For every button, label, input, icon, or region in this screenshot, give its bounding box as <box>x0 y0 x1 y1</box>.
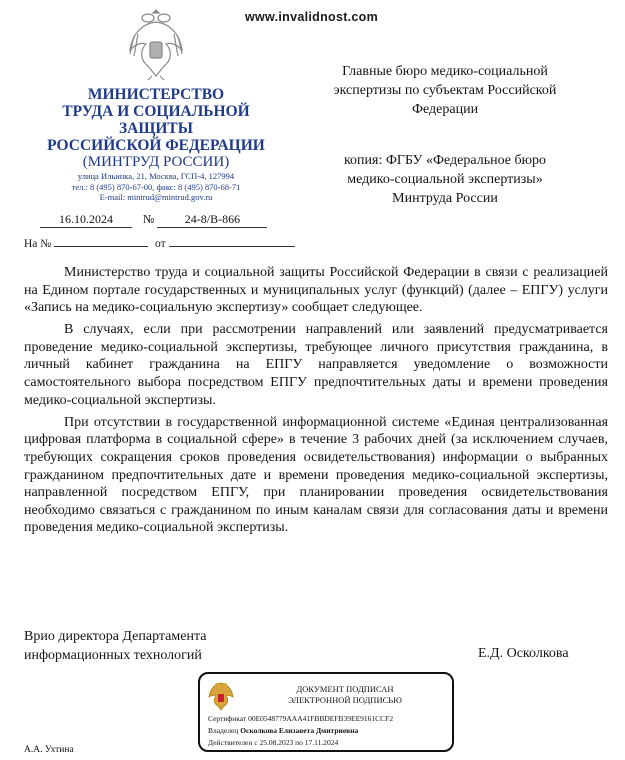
document-number: 24-8/В-866 <box>157 212 267 228</box>
ministry-phone: тел.: 8 (495) 870-67-00, факс: 8 (495) 870-68-71 <box>71 181 241 192</box>
ministry-address: улица Ильинка, 21, Москва, ГСП-4, 127994 <box>77 171 235 181</box>
stamp-title-line: ДОКУМЕНТ ПОДПИСАН <box>296 684 394 694</box>
stamp-valid-value: с 25.08.2023 по 17.11.2024 <box>254 738 339 747</box>
reference-line <box>24 236 295 250</box>
copy-line: Минтруда России <box>392 191 498 206</box>
addressee-line: экспертизы по субъектам Российской <box>333 83 557 98</box>
addressee <box>300 62 590 119</box>
stamp-title-line: ЭЛЕКТРОННОЙ ПОДПИСЬЮ <box>288 695 402 705</box>
ministry-name-line: МИНИСТЕРСТВО <box>87 86 225 103</box>
electronic-signature-stamp <box>198 672 454 752</box>
ministry-name-line: ТРУДА И СОЦИАЛЬНОЙ <box>62 103 250 120</box>
ref-date-blank <box>169 236 295 247</box>
ministry-name-line: ЗАЩИТЫ <box>118 120 193 137</box>
executor-name: А.А. Ухтина <box>24 745 74 755</box>
signatory-position-line: Врио директора Департамента <box>24 629 207 644</box>
ministry-short-name: (МИНТРУД РОССИИ) <box>82 154 230 170</box>
body-paragraph: Министерство труда и социальной защиты Российской Федерации в связи с реализацией на Едином портале государственных и муниципальных услуг (функций) (далее – ЕПГУ) услуги «Запись на медико-социальную экспертизу» сообщает следующее. <box>24 265 608 316</box>
stamp-owner-value: Осколкова Елизавета Дмитриевна <box>240 726 359 735</box>
signatory-position-line: информационных технологий <box>24 648 202 663</box>
ref-from-label: от <box>155 238 166 250</box>
coat-of-arms-icon <box>208 680 234 712</box>
body-paragraph: В случаях, если при рассмотрении направлений или заявлений предусматривается проведение медико-социальной экспертизы, требующее личного присутствия гражданина, в личный кабинет гражданина на ЕПГУ направляется уведомление о возможности самостоятельного выбора посредством ЕПГУ предпочтительных даты и времени проведения медико-социальной экспертизы. <box>24 322 608 408</box>
copy-line: копия: ФГБУ «Федеральное бюро <box>343 153 547 168</box>
stamp-validity <box>208 738 338 747</box>
letterhead <box>20 86 292 203</box>
stamp-cert-value: 00E0548779AAA41FBBDEFB39EE9161CCF2 <box>248 714 394 723</box>
stamp-valid-label: Действителен <box>208 738 253 747</box>
document-date: 16.10.2024 <box>40 212 132 228</box>
signatory-name: Е.Д. Осколкова <box>478 646 569 661</box>
stamp-owner-label: Владелец <box>208 726 239 735</box>
copy-line: медико-социальной экспертизы» <box>347 172 543 187</box>
addressee-line: Главные бюро медико-социальной <box>342 64 548 79</box>
stamp-title <box>240 684 450 706</box>
document-date-number <box>40 212 267 228</box>
signatory-position <box>24 627 206 665</box>
coat-of-arms-icon <box>126 6 186 82</box>
body-paragraph: При отсутствии в государственной информационной системе «Единая централизованная цифровая платформа в социальной сфере» в течение 3 рабочих дней (за исключением случаев, требующих сокращения сроков проведения освидетельствования) информации о выбранных гражданином предпочтительных дате и времени проведения медико-социальной экспертизы, направленной посредством ЕПГУ, при планировании проведения освидетельствования необходимо связаться с гражданином по иным каналам связи для согласования даты и времени проведения медико-социальной экспертизы. <box>24 414 608 536</box>
ministry-name-line: РОССИЙСКОЙ ФЕДЕРАЦИИ <box>47 137 265 154</box>
ministry-email: E-mail: mintrud@mintrud.gov.ru <box>99 192 213 202</box>
ref-label: На № <box>24 238 52 250</box>
watermark-site: www.invalidnost.com <box>245 10 379 24</box>
copy-addressee <box>300 151 590 208</box>
number-label: № <box>143 212 155 226</box>
ref-number-blank <box>54 236 148 247</box>
letter-body <box>24 264 608 541</box>
stamp-certificate <box>208 714 393 723</box>
stamp-owner <box>208 726 358 735</box>
stamp-cert-label: Сертификат <box>208 714 247 723</box>
addressee-line: Федерации <box>411 102 479 117</box>
